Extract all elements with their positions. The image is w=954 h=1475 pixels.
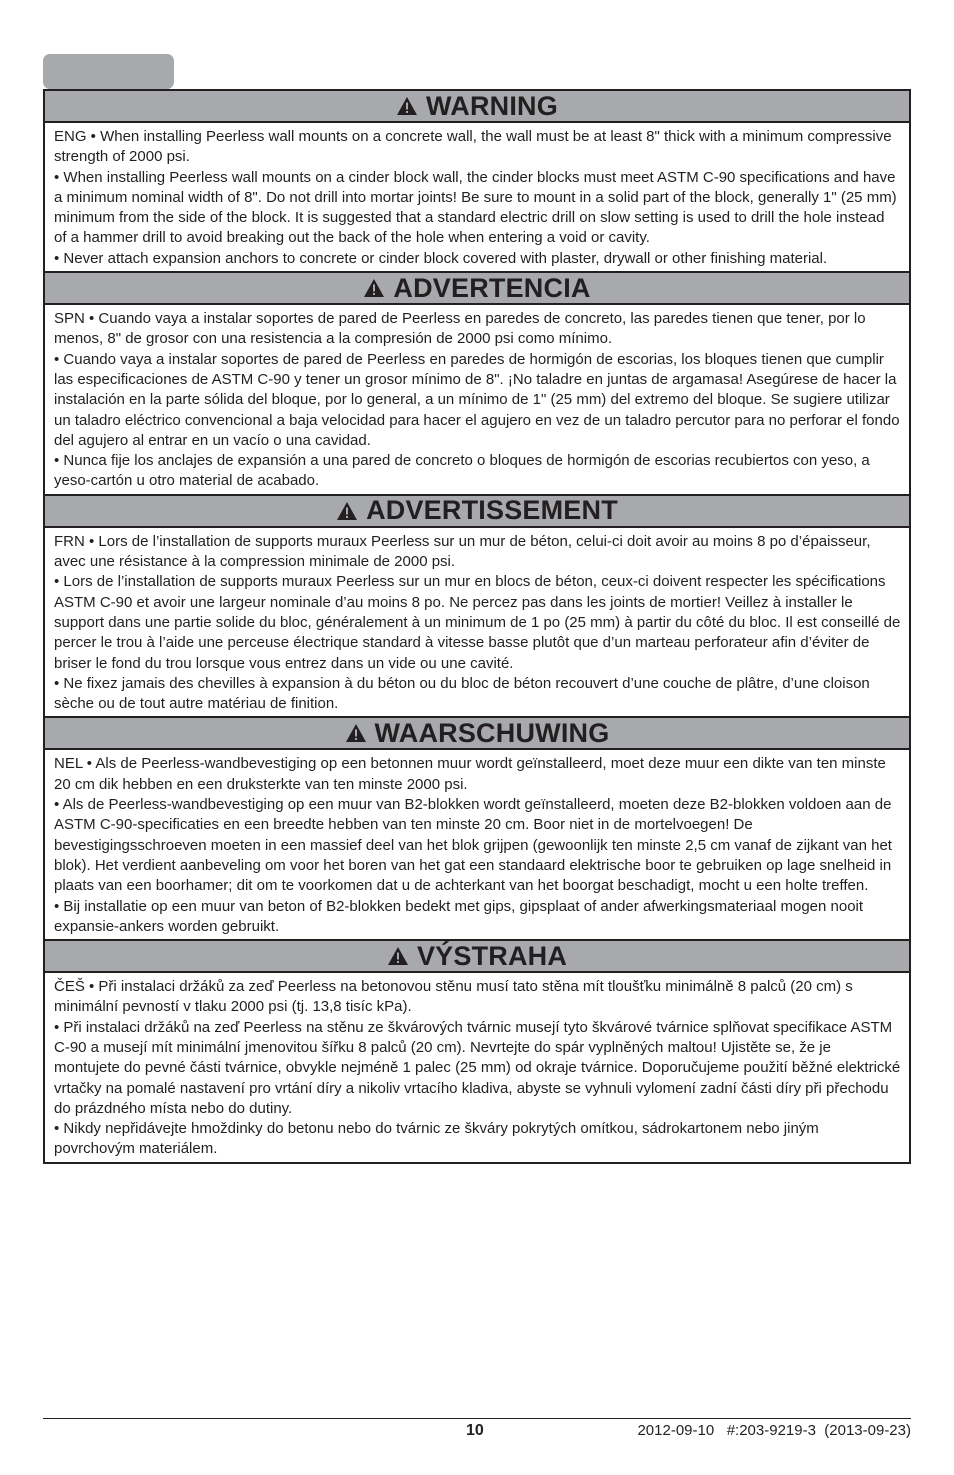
warning-header-spn — [45, 271, 909, 303]
paragraph: FRN • Lors de l’installation de supports muraux Peerless sur un mur de béton, celui-ci doit avoir au moins 8 po d’épaisseur, avec une résistance à la compression minimale de 2000 psi. — [54, 532, 871, 571]
paragraph: • Never attach expansion anchors to concrete or cinder block covered with plaster, drywall or other finishing material. — [54, 249, 828, 267]
section-body-eng — [45, 121, 909, 271]
warning-triangle-icon — [387, 946, 409, 966]
paragraph: • When installing Peerless wall mounts on a cinder block wall, the cinder blocks must meet ASTM C-90 specifications and have a minimum nominal width of 8". Do not drill into mortar joints! Be sure to mount in a solid part of the block, generally 1" (25 mm) minimum from the side of the block. It is suggested that a standard electric drill on slow setting is used to drill the hole instead of a hammer drill to avoid breaking out the back of the hole when entering a void or cavity. — [54, 168, 897, 247]
paragraph: • Nunca fije los anclajes de expansión a una pared de concreto o bloques de hormigón de escorias recubiertos con yeso, a yeso-cartón u otro material de acabado. — [54, 452, 870, 490]
paragraph: ENG • When installing Peerless wall mounts on a concrete wall, the wall must be at least 8" thick with a minimum compressive strength of 2000 psi. — [54, 128, 892, 166]
paragraph: • Ne fixez jamais des chevilles à expansion à du béton ou du bloc de béton recouvert d’une couche de plâtre, d’une cloison sèche ou de tout autre matériau de finition. — [54, 674, 870, 713]
warning-header-nel — [45, 716, 909, 748]
warning-header-eng — [45, 91, 909, 121]
paragraph: • Als de Peerless-wandbevestiging op een muur van B2-blokken wordt geïnstalleerd, moeten deze B2-blokken voldoen aan de ASTM C-90-specificaties en een breedte hebben van ten minste 20 cm. Boor niet in de mortelvoegen! De bevestigingsschroeven moeten in een massief deel van het blok grijpen (gewoonlijk ten minste 2,5 cm vanaf de zijkant van het blok). Het verdient aanbeveling om voor het boren van het gat een standaard elektrische boor te gebruiken op lage snelheid in plaats van een boorhamer; dit om te voorkomen dat u de achterkant van het boorgat beschadigt, mocht u een holte treffen. — [54, 796, 892, 895]
page-number: 10 — [466, 1422, 484, 1439]
warning-header-ces — [45, 939, 909, 971]
section-body-frn — [45, 526, 909, 717]
paragraph: • Bij installatie op een muur van beton of B2-blokken bedekt met gips, gipsplaat of ander afwerkingsmateriaal mogen nooit expansie-ankers worden gebruikt. — [54, 897, 864, 935]
paragraph: • Cuando vaya a instalar soportes de pared de Peerless en paredes de hormigón de escorias, los bloques tienen que cumplir las especificaciones de ASTM C-90 y tener un grosor mínimo de 8". ¡No taladre en juntas de argamasa! Asegúrese de hacer la instalación en la parte sólida del bloque, por lo general, a un mínimo de 1" (25 mm) del extremo del bloque. Se sugiere utilizar un taladro eléctrico convencional a baja velocidad para hacer el agujero en vez de un taladro percutor para no perforar el fondo del agujero al entrar en un vacío o una cavidad. — [54, 350, 900, 449]
warning-triangle-icon — [396, 96, 418, 116]
warning-triangle-icon — [345, 723, 367, 743]
paragraph: SPN • Cuando vaya a instalar soportes de pared de Peerless en paredes de concreto, las paredes tienen que tener, por lo menos, 8" de grosor con una resistencia a la compresión de 2000 psi como mínimo. — [54, 310, 866, 348]
paragraph: NEL • Als de Peerless-wandbevestiging op een betonnen muur wordt geïnstalleerd, moet deze muur een dikte van ten minste 20 cm dik hebben en een druksterkte van ten minste 2000 psi. — [54, 755, 886, 793]
section-title: WARNING — [426, 90, 558, 121]
paragraph: • Při instalaci držáků na zeď Peerless na stěnu ze škvárových tvárnic musejí tyto škvárové tvárnice splňovat specifikace ASTM C-90 a musejí mít minimální jmenovitou šířku 8 palců (20 cm). Nevrtejte do spár vyplněných maltou! Ujistěte se, že je montujete do pevné části tvárnice, obvykle nejméně 1 palec (25 mm) od okraje tvárnice. Doporučujeme použití běžné elektrické vrtačky na pomalé nastavení pro vrtání díry a nikoliv vrtacího kladiva, abyste se vyhnuli vylomení zadní části díry při přechodu do prázdného místa nebo do dutiny. — [54, 1018, 901, 1117]
paragraph: ČEŠ • Při instalaci držáků za zeď Peerless na betonovou stěnu musí tato stěna mít tloušťku minimálně 8 palců (20 cm) s minimální pevností v tlaku 2000 psi (tj. 13,8 tisíc kPa). — [54, 978, 853, 1016]
warning-triangle-icon — [336, 501, 358, 521]
paragraph: • Lors de l’installation de supports muraux Peerless sur un mur en blocs de béton, ceux-ci doivent respecter les spécifications ASTM C-90 et avoir une largeur nominale d’au moins 8 po. Ne percez pas dans les joints de mortier! Veillez à installer le support dans une partie solide du bloc, généralement à un minimum de 1 po (25 mm) à partir du côté du bloc. Il est conseillé de percer le trou à l’aide une perceuse électrique standard à vitesse basse plutôt que d’un marteau perforateur afin d’éviter de briser le fond du trou lorsque vous entrez dans un vide ou une cavité. — [54, 573, 901, 672]
section-body-spn — [45, 303, 909, 494]
warning-triangle-icon — [363, 278, 385, 298]
section-body-nel — [45, 748, 909, 939]
warning-box — [43, 89, 911, 1164]
warning-header-frn — [45, 494, 909, 526]
section-body-ces — [45, 971, 909, 1162]
section-title: ADVERTENCIA — [393, 272, 591, 303]
section-title: VÝSTRAHA — [416, 940, 568, 971]
section-title: WAARSCHUWING — [374, 717, 610, 748]
paragraph: • Nikdy nepřidávejte hmoždinky do betonu nebo do tvárnic ze škváry pokrytých omítkou, sádrokartonem nebo jiným povrchovým materiálem. — [54, 1120, 819, 1158]
footer-divider — [43, 1418, 911, 1419]
section-title: ADVERTISSEMENT — [366, 495, 618, 526]
section-tab — [43, 54, 174, 89]
document-reference: 2012-09-10 #:203-9219-3 (2013-09-23) — [637, 1422, 911, 1439]
